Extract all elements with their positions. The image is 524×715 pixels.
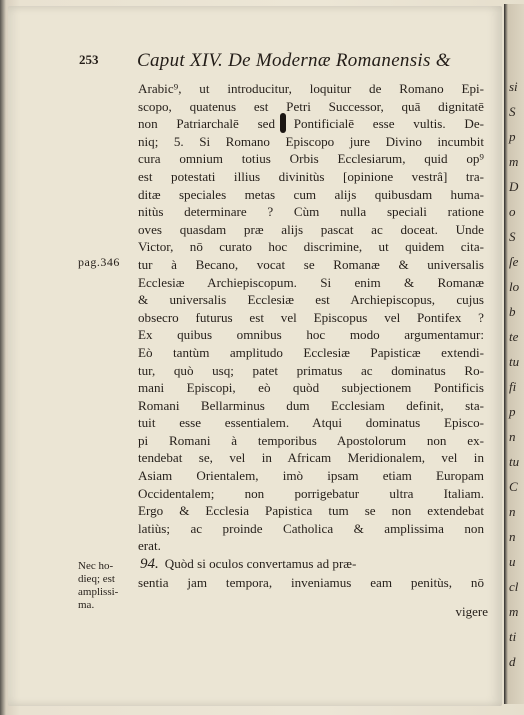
catchword: vigere <box>455 604 488 619</box>
facing-page-fragment: tu <box>509 454 520 469</box>
running-title: Caput XIV. De Modernæ Romanensis & <box>137 50 451 71</box>
paragraph-94-line: sentia jam tempora, inveniamus eam penitùs, nō <box>138 574 484 590</box>
main-text-block <box>138 80 484 591</box>
text-line: tendebat se, vel in Africam Meridionalem, vel in <box>138 450 484 466</box>
text-line: cura omnium totius Orbis Ecclesiarum, quid op⁹ <box>138 151 484 167</box>
facing-page-fragment: n <box>509 429 516 444</box>
text-line: niq; 5. Si Romano Episcopo jure Divino incumbit <box>138 133 484 149</box>
text-line: Arabic⁹, ut introducitur, loquitur de Romano Epi- <box>138 81 484 96</box>
facing-page-fragment: b <box>509 304 516 319</box>
facing-page-fragment: S <box>509 229 516 244</box>
text-line: erat. <box>138 538 161 554</box>
text-line: Ecclesiæ Archiepiscopum. Si enim & Romanæ <box>138 274 484 290</box>
facing-page-fragment: n <box>509 529 516 544</box>
margin-note-line: amplissi- <box>78 586 119 598</box>
facing-page-fragment: ſe <box>509 254 519 269</box>
facing-page-fragment: o <box>509 204 516 219</box>
text-line: obsecro futurus est vel Episcopus vel Pontifex ? <box>138 309 484 325</box>
facing-page-fragment: S <box>509 104 516 119</box>
text-line: Victor, nō curato hoc discrimine, ut quidem cita- <box>138 239 484 255</box>
text-line: tur à Becano, vocat se Romanæ & universalis <box>138 256 484 272</box>
text-line: latiùs; ac proinde Catholica & amplissima non <box>138 520 484 536</box>
text-line: oves quasdam præ alijs pascat ac doceat. Unde <box>138 221 484 237</box>
facing-page-fragment: D <box>509 179 519 194</box>
margin-reference: pag.346 <box>78 255 120 269</box>
facing-page-fragment: C <box>509 479 518 494</box>
facing-page-fragment: tu <box>509 354 520 369</box>
facing-page-fragment: n <box>509 504 516 519</box>
text-line: est potestati illius divinitùs [opinione vestrâ] tra- <box>138 168 484 184</box>
facing-page-edge <box>504 4 524 704</box>
text-line: tuit esse essentialem. Atqui dominatus Episco- <box>138 415 484 431</box>
facing-page-fragment: p <box>509 129 516 144</box>
paragraph-94-line <box>114 555 484 574</box>
facing-page-fragment: ti <box>509 629 517 644</box>
facing-page-fragment: cl <box>509 579 519 594</box>
facing-page-fragments <box>509 74 521 674</box>
text-line: Romani Bellarminus dum Ecclesiam definit, sta- <box>138 397 484 413</box>
facing-page-fragment: fi <box>509 379 517 394</box>
text-line: Ex quibus omnibus hoc modo argumentamur: <box>138 327 484 343</box>
facing-page-fragment: m <box>509 154 519 169</box>
margin-note-line: Nec ho- <box>78 560 114 572</box>
text-line: scopo, quatenus est Petri Successor, quā dignitatē <box>138 98 484 114</box>
text-line: Occidentalem; non porrigebatur ultra Italiam. <box>138 485 484 501</box>
margin-note-line: dieq; est <box>78 573 115 585</box>
margin-note-line: ma. <box>78 599 95 611</box>
facing-page-fragment: te <box>509 329 519 344</box>
facing-page-fragment: lo <box>509 279 520 294</box>
text-line: ditæ speciales metas cum alijs quibusdam huma- <box>138 186 484 202</box>
text-line: mani Episcopi, eò quòd subjectionem Pontificis <box>138 380 484 396</box>
text-line: pi Romani à temporibus Apostolorum non ex- <box>138 432 484 448</box>
facing-page-fragment: u <box>509 554 516 569</box>
paragraph-94-text: Quòd si oculos convertamus ad præ- <box>164 556 357 572</box>
facing-page-fragment: si <box>509 79 518 94</box>
text-line: & universalis Ecclesiæ est Archiepiscopus, cujus <box>138 292 484 308</box>
facing-page-fragment: p <box>509 404 516 419</box>
text-line: nitùs determinare ? Cùm nulla speciali ratione <box>138 204 484 220</box>
facing-page-fragment: d <box>509 654 516 669</box>
page-number: 253 <box>79 52 99 67</box>
text-line: Ergo & Ecclesia Papistica tum se non extendebat <box>138 503 484 519</box>
paragraph-number: 94. <box>140 556 159 573</box>
text-line: tur, quò usq; patet primatus ac dominatus Ro- <box>138 362 484 378</box>
text-line: non Patriarchalē sed Pontificialē esse vultis. De- <box>138 116 484 132</box>
facing-page-fragment: m <box>509 604 519 619</box>
text-line: Eò tantùm amplitudo Ecclesiæ Papisticæ extendi- <box>138 344 484 360</box>
text-line: Asiam Orientalem, imò ipsam etiam Europam <box>138 468 484 484</box>
